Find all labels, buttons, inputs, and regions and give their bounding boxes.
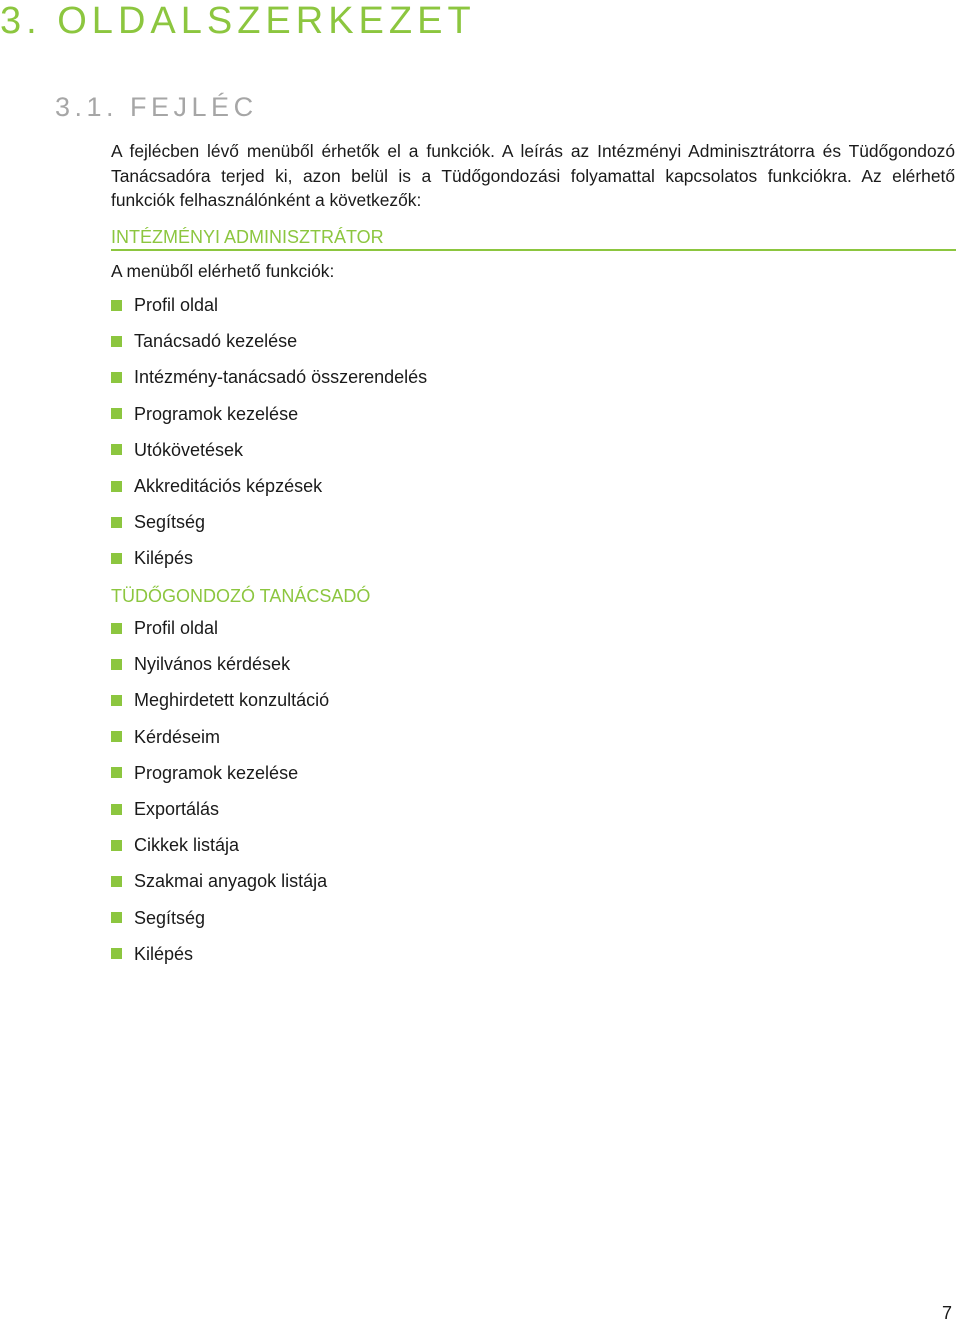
list-item bbox=[111, 468, 427, 504]
square-bullet-icon bbox=[111, 372, 122, 383]
list-item bbox=[111, 863, 329, 899]
square-bullet-icon bbox=[111, 623, 122, 634]
list-item bbox=[111, 719, 329, 755]
intro-paragraph: A fejlécben lévő menüből érhetők el a funkciók. A leírás az Intézményi Adminisztrátorra és Tüdőgondozó Tanácsadóra terjed ki, azon belül is a Tüdőgondozási folyamattal kapcsolatos funkciókra. Az elérhető funkciók felhasználónként a következők: bbox=[111, 141, 955, 210]
admin-menu-lead: A menüből elérhető funkciók: bbox=[111, 261, 335, 281]
list-item bbox=[111, 323, 427, 359]
square-bullet-icon bbox=[111, 695, 122, 706]
list-item bbox=[111, 432, 427, 468]
list-item-label: Cikkek listája bbox=[134, 835, 240, 856]
list-item bbox=[111, 755, 329, 791]
square-bullet-icon bbox=[111, 659, 122, 670]
list-item-label: Szakmai anyagok listája bbox=[134, 871, 328, 892]
square-bullet-icon bbox=[111, 840, 122, 851]
list-item bbox=[111, 396, 427, 432]
list-item-label: Utókövetések bbox=[134, 439, 244, 460]
list-item bbox=[111, 540, 427, 576]
counselor-function-list bbox=[111, 610, 329, 972]
square-bullet-icon bbox=[111, 553, 122, 564]
list-item-label: Tanácsadó kezelése bbox=[134, 331, 298, 352]
list-item-label: Profil oldal bbox=[134, 295, 219, 316]
list-item-label: Profil oldal bbox=[134, 618, 219, 639]
admin-section-title: INTÉZMÉNYI ADMINISZTRÁTOR bbox=[111, 227, 384, 247]
list-item bbox=[111, 682, 329, 718]
square-bullet-icon bbox=[111, 767, 122, 778]
list-item bbox=[111, 936, 329, 972]
square-bullet-icon bbox=[111, 300, 122, 311]
admin-section-divider bbox=[111, 249, 956, 251]
list-item-label: Kilépés bbox=[134, 548, 194, 569]
square-bullet-icon bbox=[111, 444, 122, 455]
list-item bbox=[111, 610, 329, 646]
square-bullet-icon bbox=[111, 948, 122, 959]
list-item-label: Programok kezelése bbox=[134, 403, 299, 424]
square-bullet-icon bbox=[111, 408, 122, 419]
list-item bbox=[111, 900, 329, 936]
list-item bbox=[111, 827, 329, 863]
square-bullet-icon bbox=[111, 517, 122, 528]
list-item bbox=[111, 504, 427, 540]
square-bullet-icon bbox=[111, 876, 122, 887]
list-item bbox=[111, 287, 427, 323]
square-bullet-icon bbox=[111, 336, 122, 347]
list-item-label: Nyilvános kérdések bbox=[134, 654, 291, 675]
square-bullet-icon bbox=[111, 731, 122, 742]
square-bullet-icon bbox=[111, 804, 122, 815]
list-item-label: Programok kezelése bbox=[134, 762, 299, 783]
chapter-heading: 3. OLDALSZERKEZET bbox=[0, 0, 476, 42]
list-item bbox=[111, 791, 329, 827]
section-heading: 3.1. FEJLÉC bbox=[55, 92, 258, 122]
list-item-label: Exportálás bbox=[134, 799, 220, 820]
list-item-label: Intézmény-tanácsadó összerendelés bbox=[134, 367, 428, 388]
page-number: 7 bbox=[941, 1303, 952, 1323]
square-bullet-icon bbox=[111, 912, 122, 923]
list-item-label: Segítség bbox=[134, 907, 206, 928]
list-item bbox=[111, 359, 427, 395]
list-item-label: Kérdéseim bbox=[134, 726, 221, 747]
admin-function-list bbox=[111, 287, 427, 577]
list-item-label: Meghirdetett konzultáció bbox=[134, 690, 330, 711]
list-item-label: Akkreditációs képzések bbox=[134, 476, 323, 497]
list-item-label: Kilépés bbox=[134, 943, 194, 964]
counselor-section-title: TÜDŐGONDOZÓ TANÁCSADÓ bbox=[111, 586, 371, 606]
list-item-label: Segítség bbox=[134, 512, 206, 533]
square-bullet-icon bbox=[111, 481, 122, 492]
list-item bbox=[111, 646, 329, 682]
